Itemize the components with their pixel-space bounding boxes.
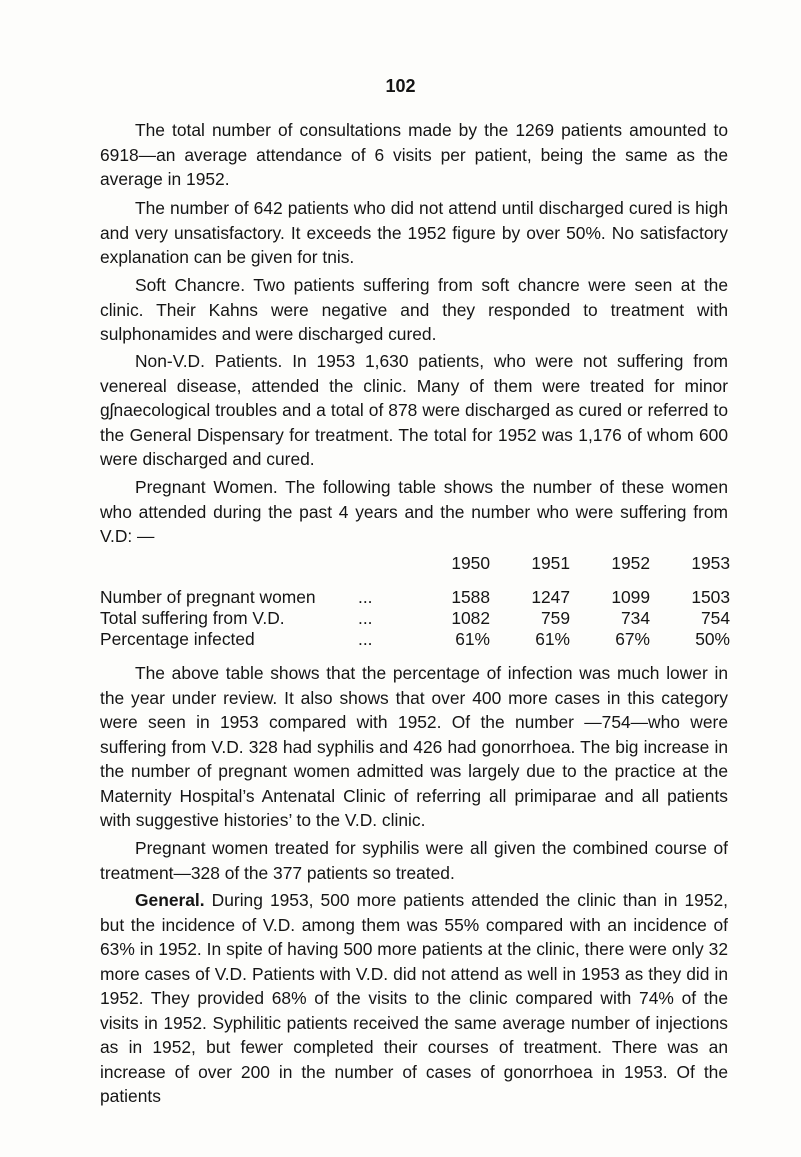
leader-dots: ... [358,587,373,607]
table-cell: 1082 [451,608,490,628]
paragraph-table-analysis: The above table shows that the percentage of infection was much lower in the year under review. It also shows that over 400 more cases in this category were seen in 1953 compared with 1952. Of the number —754—who were suffering from V.D. 328 had syphilis and 426 had gonorrhoea. The big increase in the number of pregnant women admitted was largely due to the practice at the Maternity Hospital’s Antenatal Clinic of referring all primiparae and all patients with suggestive histories’ to the V.D. clinic. [100,663,728,830]
table-row [100,608,730,629]
paragraph-pregnant-women: Pregnant Women. The following table shows the number of these women who attended during the past 4 years and the number who were suffering from V.D: — [100,477,728,546]
page-number: 102 [385,76,416,96]
general-body-text: During 1953, 500 more patients attended the clinic than in 1952, but the incidence of V.D. among them was 55% compared with an incidence of 63% in 1952. In spite of having 500 more patients at the clinic, there were only 32 more cases of V.D. Patients with V.D. did not attend as well in 1953 as they did in 1952. They provided 68% of the visits to the clinic compared with 74% of the visits in 1952. Syphilitic patients received the same average number of injections as in 1952, but fewer completed their courses of treatment. There was an increase of over 200 in the number of cases of gonorrhoea in 1953. Of the patients [100,890,728,1106]
table-cell: 734 [620,608,650,628]
table-cell: 759 [540,608,570,628]
table-row [100,629,730,650]
year-header: 1953 [691,553,730,573]
year-header: 1952 [611,553,650,573]
table-cell: 50% [695,629,730,649]
table-cell: 61% [455,629,490,649]
leader-dots: ... [358,608,373,628]
year-header: 1950 [451,553,490,573]
row-label: Number of pregnant women [100,587,316,607]
paragraph-non-vd-patients: Non-V.D. Patients. In 1953 1,630 patients, who were not suffering from venereal disease, attended the clinic. Many of them were treated for minor gʃnaecological troubles and a total of 878 were discharged as cured or referred to the General Dispensary for treatment. The total for 1952 was 1,176 of whom 600 were discharged and cured. [100,351,728,469]
row-label: Total suffering from V.D. [100,608,285,628]
paragraph-general [100,888,728,1109]
paragraph-consultations: The total number of consultations made by the 1269 patients amounted to 6918—an average attendance of 6 visits per patient, being the same as the average in 1952. [100,120,728,189]
year-header: 1951 [531,553,570,573]
paragraph-unsatisfactory-attendance: The number of 642 patients who did not attend until discharged cured is high and very unsatisfactory. It exceeds the 1952 figure by over 50%. No satisfactory explanation can be given for tnis. [100,198,728,267]
row-label: Percentage infected [100,629,255,649]
paragraph-soft-chancre: Soft Chancre. Two patients suffering from soft chancre were seen at the clinic. Their Kahns were negative and they responded to treatment with sulphonamides and were discharged cured. [100,275,728,344]
table-row [100,587,730,608]
pregnant-women-table [100,553,730,650]
table-cell: 61% [535,629,570,649]
leader-dots: ... [358,629,373,649]
table-cell: 1588 [451,587,490,607]
table-cell: 1099 [611,587,650,607]
table-header-row [100,553,730,587]
table-cell: 754 [700,608,730,628]
section-heading-general: General. [135,890,205,910]
table-cell: 1503 [691,587,730,607]
paragraph-syphilis-treatment: Pregnant women treated for syphilis were all given the combined course of treatment—328 of the 377 patients so treated. [100,838,728,883]
table-cell: 1247 [531,587,570,607]
table-cell: 67% [615,629,650,649]
